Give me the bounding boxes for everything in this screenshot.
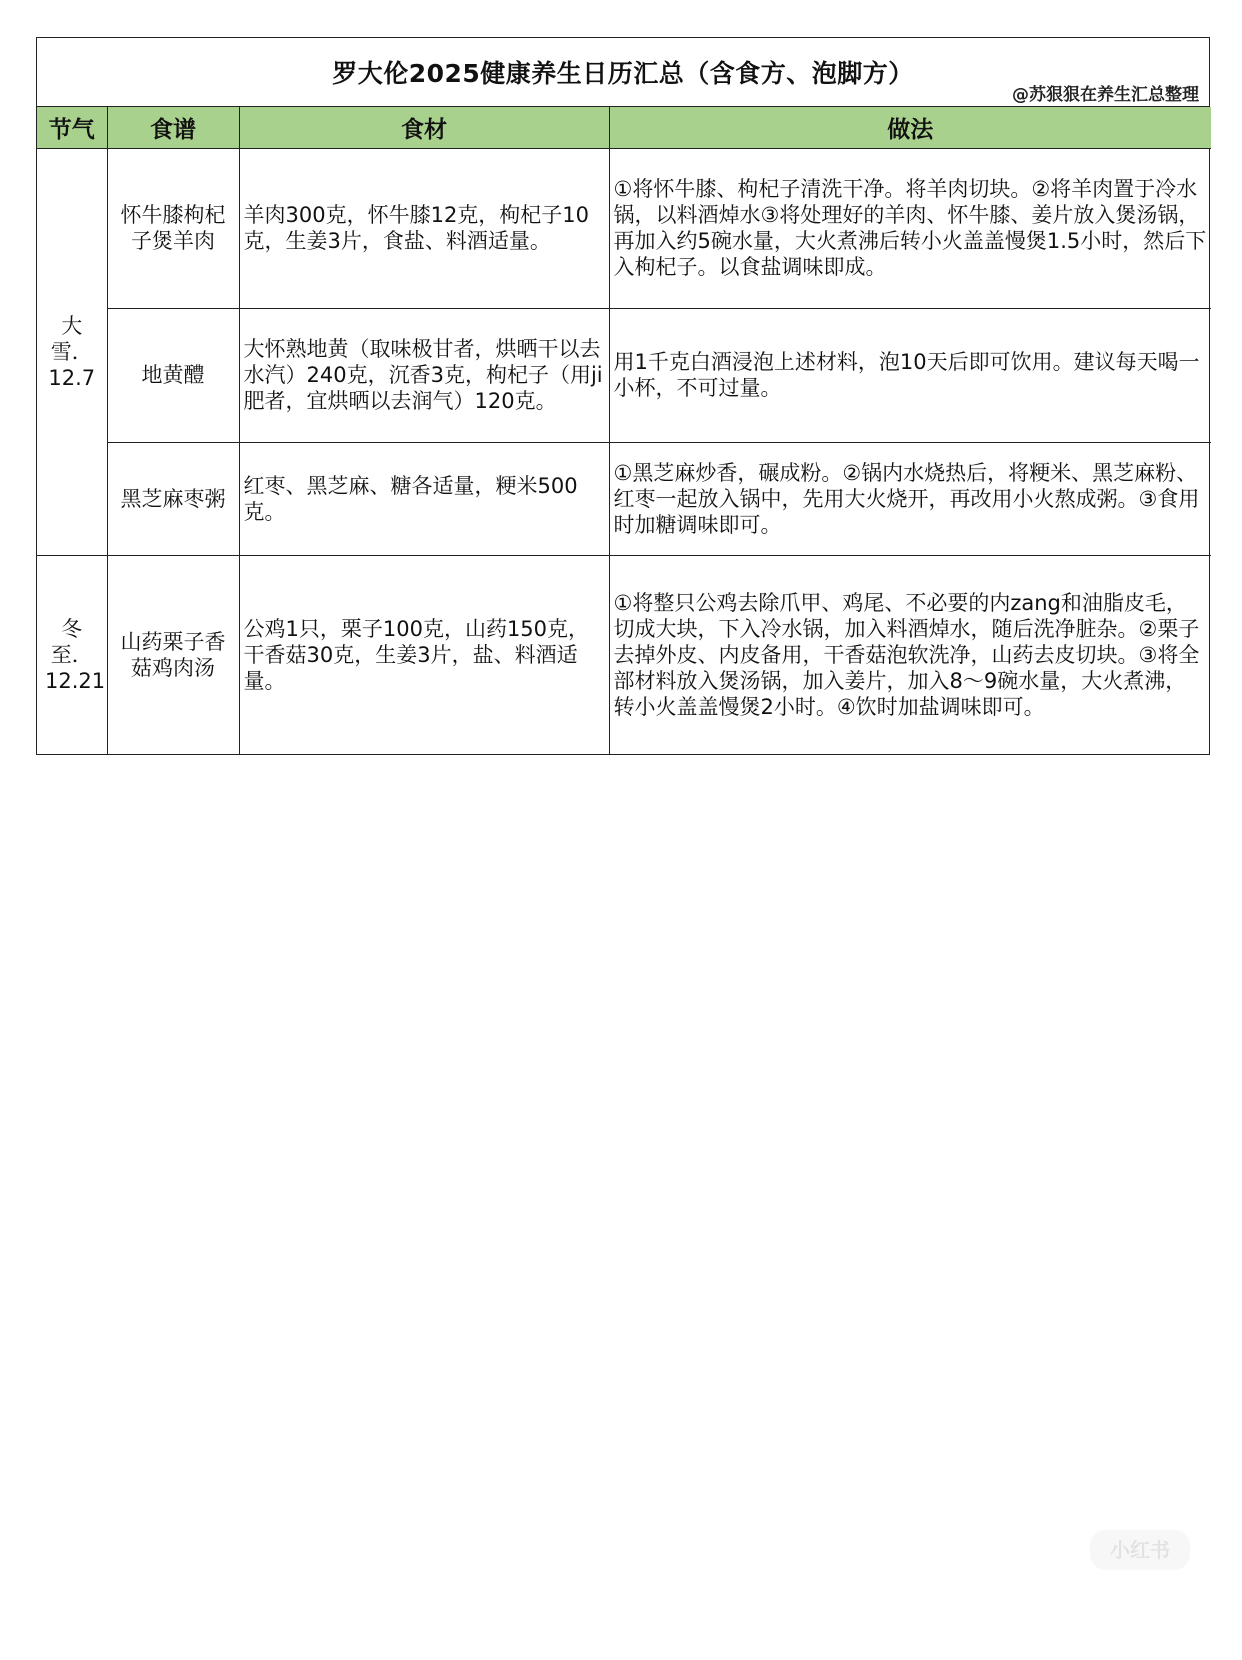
page-title: 罗大伦2025健康养生日历汇总（含食方、泡脚方） — [332, 59, 914, 88]
solar-term-cell: 冬至．12.21 — [37, 555, 107, 755]
table-row — [37, 442, 1211, 555]
recipe-table — [37, 107, 1211, 755]
recipe-name-cell: 地黄醴 — [107, 308, 239, 442]
table-row — [37, 148, 1211, 308]
ingredients-cell: 公鸡1只，栗子100克，山药150克，干香菇30克，生姜3片，盐、料酒适量。 — [239, 555, 609, 755]
table-row — [37, 555, 1211, 755]
recipe-name-cell: 黑芝麻枣粥 — [107, 442, 239, 555]
xiaohongshu-watermark: 小红书 — [1090, 1530, 1190, 1570]
recipe-name-cell: 山药栗子香菇鸡肉汤 — [107, 555, 239, 755]
ingredients-cell: 大怀熟地黄（取味极甘者，烘晒干以去水汽）240克，沉香3克，枸杞子（用ji肥者，宜烘晒以去润气）120克。 — [239, 308, 609, 442]
method-cell: ①黑芝麻炒香，碾成粉。②锅内水烧热后，将粳米、黑芝麻粉、红枣一起放入锅中，先用大火烧开，再改用小火熬成粥。③食用时加糖调味即可。 — [609, 442, 1211, 555]
method-cell: ①将整只公鸡去除爪甲、鸡尾、不必要的内zang和油脂皮毛，切成大块，下入冷水锅，加入料酒焯水，随后洗净脏杂。②栗子去掉外皮、内皮备用，干香菇泡软洗净，山药去皮切块。③将全部材料放入煲汤锅，加入姜片，加入8～9碗水量，大火煮沸，转小火盖盖慢煲2小时。④饮时加盐调味即可。 — [609, 555, 1211, 755]
table-row — [37, 308, 1211, 442]
method-cell: ①将怀牛膝、枸杞子清洗干净。将羊肉切块。②将羊肉置于冷水锅，以料酒焯水③将处理好的羊肉、怀牛膝、姜片放入煲汤锅，再加入约5碗水量，大火煮沸后转小火盖盖慢煲1.5小时，然后下入枸杞子。以食盐调味即成。 — [609, 148, 1211, 308]
table-header-row — [37, 107, 1211, 148]
ingredients-cell: 羊肉300克，怀牛膝12克，枸杞子10克，生姜3片，食盐、料酒适量。 — [239, 148, 609, 308]
title-row — [37, 38, 1209, 107]
header-term: 节气 — [37, 107, 107, 148]
header-method: 做法 — [609, 107, 1211, 148]
solar-term-cell: 大雪．12.7 — [37, 148, 107, 555]
author-credit: @苏狠狠在养生汇总整理 — [1012, 85, 1199, 105]
header-ingredients: 食材 — [239, 107, 609, 148]
method-cell: 用1千克白酒浸泡上述材料，泡10天后即可饮用。建议每天喝一小杯，不可过量。 — [609, 308, 1211, 442]
recipe-sheet — [36, 37, 1210, 755]
ingredients-cell: 红枣、黑芝麻、糖各适量，粳米500克。 — [239, 442, 609, 555]
header-recipe: 食谱 — [107, 107, 239, 148]
recipe-name-cell: 怀牛膝枸杞子煲羊肉 — [107, 148, 239, 308]
